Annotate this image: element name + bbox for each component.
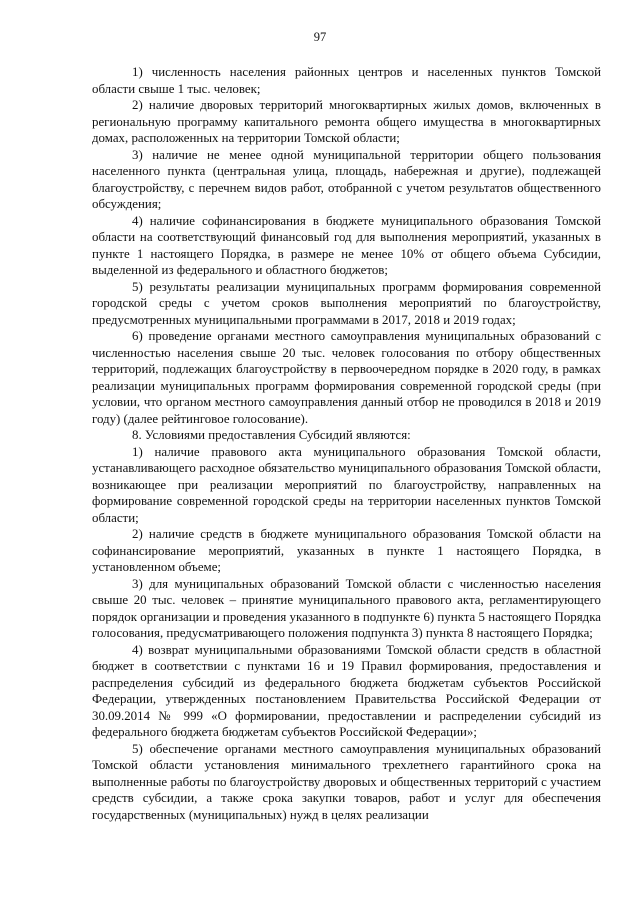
section-heading-8: 8. Условиями предоставления Субсидий являются: — [132, 428, 411, 442]
paragraph-2: 2) наличие дворовых территорий многоквартирных жилых домов, включенных в региональную программу капитального ремонта общего имущества в многоквартирных домах, расположенных на территории Томской области; — [92, 98, 601, 145]
paragraph-8-2: 2) наличие средств в бюджете муниципального образования Томской области на софинансирование мероприятий, указанных в пункте 1 настоящего Порядка, в установленном объеме; — [92, 527, 601, 574]
paragraph-1: 1) численность населения районных центров и населенных пунктов Томской области свыше 1 тыс. человек; — [92, 65, 601, 96]
paragraph-8-3: 3) для муниципальных образований Томской области с численностью населения свыше 20 тыс. человек – принятие муниципального правового акта, регламентирующего порядок организации и проведения указанного в подпункте 6) пункта 5 настоящего Порядка голосования, предусматривающего положения подпункта 3) пункта 8 настоящего Порядка; — [92, 576, 601, 640]
paragraph-8-5: 5) обеспечение органами местного самоуправления муниципальных образований Томской области установления минимального трехлетнего гарантийного срока на выполненные работы по благоустройству дворовых и общественных территорий с участием средств субсидии, а также срока закупки товаров, работ и услуг для обеспечения государственных (муниципальных) нужд в целях реализации — [92, 741, 601, 822]
paragraph-8-4: 4) возврат муниципальными образованиями Томской области средств в областной бюджет в соответствии с пунктами 16 и 19 Правил формирования, предоставления и распределения субсидий из федерального бюджета бюджетам субъектов Российской Федерации, утвержденных постановлением Правительства Российской Федерации от 30.09.2014 № 999 «О формировании, предоставлении и распределении субсидий из федерального бюджета бюджетам субъектов Российской Федерации»; — [92, 642, 601, 739]
document-body — [92, 64, 601, 823]
paragraph-3: 3) наличие не менее одной муниципальной территории общего пользования населенного пункта (центральная улица, площадь, набережная и другие), подлежащей благоустройству, с перечнем видов работ, отобранной с учетом результатов общественного обсуждения; — [92, 147, 601, 211]
paragraph-6: 6) проведение органами местного самоуправления муниципальных образований с численностью населения свыше 20 тыс. человек голосования по отбору общественных территорий, подлежащих благоустройству в первоочередном порядке в 2020 году, в рамках реализации муниципальных программ формирования современной городской среды (при условии, что органом местного самоуправления данный отбор не проводился в 2018 и 2019 году) (далее рейтинговое голосование). — [92, 329, 601, 426]
paragraph-8-1: 1) наличие правового акта муниципального образования Томской области, устанавливающего расходное обязательство муниципального образования Томской области, возникающее при реализации мероприятий по благоустройству, направленных на формирование современной городской среды на территории населенных пунктов Томской области; — [92, 444, 601, 525]
paragraph-5: 5) результаты реализации муниципальных программ формирования современной городской среды с учетом сроков выполнения мероприятий по благоустройству, предусмотренных муниципальными программами в 2017, 2018 и 2019 годах; — [92, 279, 601, 327]
paragraph-4: 4) наличие софинансирования в бюджете муниципального образования Томской области на соответствующий финансовый год для выполнения мероприятий, указанных в пункте 1 настоящего Порядка, в размере не менее 10% от общего объема Субсидии, выделенной из федерального и областного бюджетов; — [92, 213, 601, 277]
page-number: 97 — [313, 30, 327, 44]
